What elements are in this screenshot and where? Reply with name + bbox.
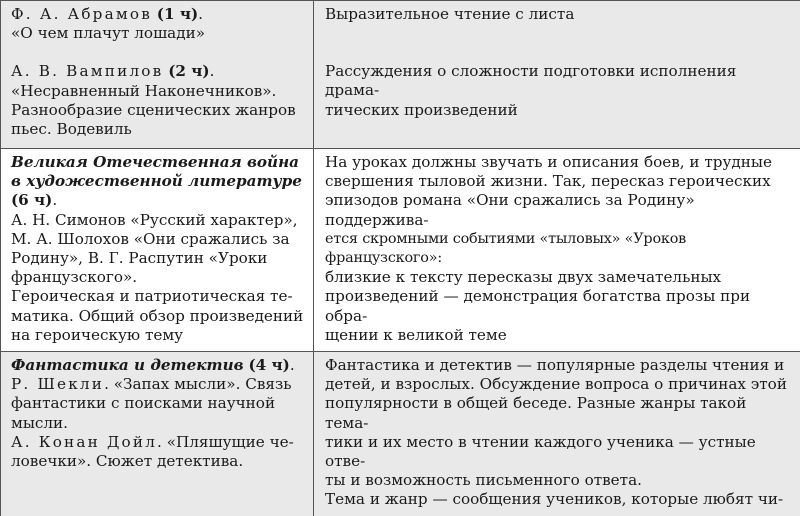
topic-text: Героическая и патриотическая те- — [11, 287, 305, 306]
section-heading: Великая Отечественная война — [11, 153, 305, 172]
activity-text: щении к великой теме — [325, 326, 792, 345]
punctuation: . — [210, 62, 215, 80]
topic-text: . «Пляшущие че- — [157, 433, 294, 451]
activity-cell — [314, 149, 800, 352]
topic-cell — [1, 1, 314, 149]
topic-text: А. Н. Симонов «Русский характер», — [11, 211, 305, 230]
topic-cell — [1, 149, 314, 352]
activity-text: детей, и взрослых. Обсуждение вопроса о причинах этой — [325, 375, 792, 394]
activity-text: тических произведений — [325, 101, 792, 120]
activity-text: ется скромными событиями «тыловых» «Уроков французского»: — [325, 230, 792, 268]
topic-cell — [1, 352, 314, 516]
punctuation: . — [52, 191, 57, 209]
topic-text: М. А. Шолохов «Они сражались за — [11, 230, 305, 249]
punctuation: . — [198, 5, 203, 23]
activity-text: эпизодов романа «Они сражались за Родину» поддержива- — [325, 191, 792, 229]
activity-text: тики и их место в чтении каждого ученика — устные отве- — [325, 433, 792, 471]
activity-text: Фантастика и детектив — популярные разделы чтения и — [325, 356, 792, 375]
activity-cell — [314, 1, 800, 149]
activity-text: свершения тыловой жизни. Так, пересказ героических — [325, 172, 792, 191]
topic-text: . «Запах мысли». Связь — [104, 375, 291, 393]
activity-text: близкие к тексту пересказы двух замечательных — [325, 268, 792, 287]
activity-text: Рассуждения о сложности подготовки исполнения драма- — [325, 62, 792, 100]
hours-label: (2 ч) — [168, 62, 209, 80]
table-row — [1, 352, 800, 516]
hours-label: (4 ч) — [248, 356, 289, 374]
topic-text: французского». — [11, 268, 305, 287]
topic-text: ловечки». Сюжет детектива. — [11, 452, 305, 471]
author-name: А. В. Вампилов — [11, 62, 163, 80]
topic-text: Родину», В. Г. Распутин «Уроки — [11, 249, 305, 268]
topic-text: на героическую тему — [11, 326, 305, 345]
work-title: «Несравненный Наконечников». — [11, 82, 305, 101]
table-row — [1, 1, 800, 149]
activity-text: популярности в общей беседе. Разные жанры такой тема- — [325, 394, 792, 432]
activity-text: Тема и жанр — сообщения учеников, которые любят чи- — [325, 490, 792, 509]
section-heading: в художественной литературе — [11, 172, 305, 191]
author-name: Р. Шекли — [11, 375, 104, 393]
topic-text: фантастики с поисками научной — [11, 394, 305, 413]
hours-label: (6 ч) — [11, 191, 52, 209]
hours-label: (1 ч) — [157, 5, 198, 23]
work-title: «О чем плачут лошади» — [11, 24, 305, 43]
activity-text: На уроках должны звучать и описания боев, и трудные — [325, 153, 792, 172]
topic-text: мысли. — [11, 414, 305, 433]
activity-cell — [314, 352, 800, 516]
author-line — [11, 5, 305, 24]
topic-text: Разнообразие сценических жанров — [11, 101, 305, 120]
activity-text: ты и возможность письменного ответа. — [325, 471, 792, 490]
punctuation: . — [290, 356, 295, 374]
topic-text: матика. Общий обзор произведений — [11, 307, 305, 326]
author-name: Ф. А. Абрамов — [11, 5, 152, 23]
author-line — [11, 62, 305, 81]
section-heading: Фантастика и детектив — [11, 356, 244, 374]
author-name: А. Конан Дойл — [11, 433, 157, 451]
activity-text: произведений — демонстрация богатства прозы при обра- — [325, 287, 792, 325]
topic-text: пьес. Водевиль — [11, 120, 305, 139]
table-row — [1, 149, 800, 352]
activity-text: Выразительное чтение с листа — [325, 5, 792, 24]
